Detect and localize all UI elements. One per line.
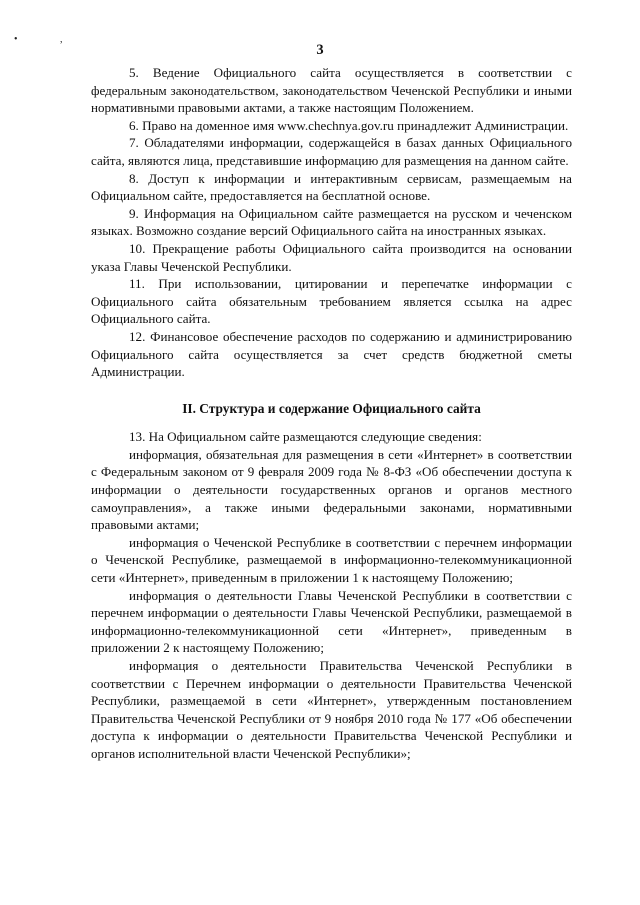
paragraph-7: 7. Обладателями информации, содержащейся в базах данных Официального сайта, являются лица, представившие информацию для размещения на данном сайте. [91,135,572,168]
list-item-republic-info: информация о Чеченской Республике в соответствии с перечнем информации о Чеченской Республике, размещаемой в информационно-телекоммуникационной сети «Интернет», приведенным в приложении 1 к настоящему Положению; [91,534,572,586]
paragraph-13: 13. На Официальном сайте размещаются следующие сведения: [129,429,482,445]
section-heading: II. Структура и содержание Официального сайта [182,400,481,416]
paragraph-12: 12. Финансовое обеспечение расходов по содержанию и администрированию Официального сайта осуществляется за счет средств бюджетной сметы Администрации. [91,328,572,380]
paragraph-5: 5. Ведение Официального сайта осуществляется в соответствии с федеральным законодательством, законодательством Чеченской Республики и иными нормативными правовыми актами, а также настоящим Положением. [91,65,572,116]
document-body [91,64,572,763]
list-item-head-activity: информация о деятельности Главы Чеченской Республики в соответствии с перечнем информации о деятельности Главы Чеченской Республики, размещаемой в информационно-телекоммуникационной сети «Интернет», приведенным в приложении 2 к настоящему Положению; [91,587,572,656]
list-item-federal-info: информация, обязательная для размещения в сети «Интернет» в соответствии с Федеральным законом от 9 февраля 2009 года № 8-ФЗ «Об обеспечении доступа к информации о деятельности государственных органов и органов местного самоуправления», а также иными федеральными законами, нормативными правовыми актами; [91,446,572,533]
paragraph-10: 10. Прекращение работы Официального сайта производится на основании указа Главы Чеченской Республики. [91,240,572,274]
paragraph-9: 9. Информация на Официальном сайте размещается на русском и чеченском языках. Возможно создание версий Официального сайта на иностранных языках. [91,205,572,239]
paragraph-8: 8. Доступ к информации и интерактивным сервисам, размещаемым на Официальном сайте, предоставляется на бесплатной основе. [91,170,572,204]
list-item-government-activity: информация о деятельности Правительства Чеченской Республики в соответствии с Перечнем информации о деятельности Правительства Чеченской Республики, размещаемой в сети «Интернет», утвержденным постановлением Правительства Чеченской Республики от 9 ноября 2010 года № 177 «Об обеспечении доступа к информации о деятельности Правительства Чеченской Республики и органов исполнительной власти Чеченской Республики»; [91,658,572,761]
paragraph-11: 11. При использовании, цитировании и перепечатке информации с Официального сайта обязательным требованием является ссылка на адрес Официального сайта. [91,276,572,327]
scan-marks: • , [14,34,83,45]
paragraph-6: 6. Право на доменное имя www.chechnya.gov.ru принадлежит Администрации. [129,117,569,133]
page-number: 3 [316,42,324,58]
